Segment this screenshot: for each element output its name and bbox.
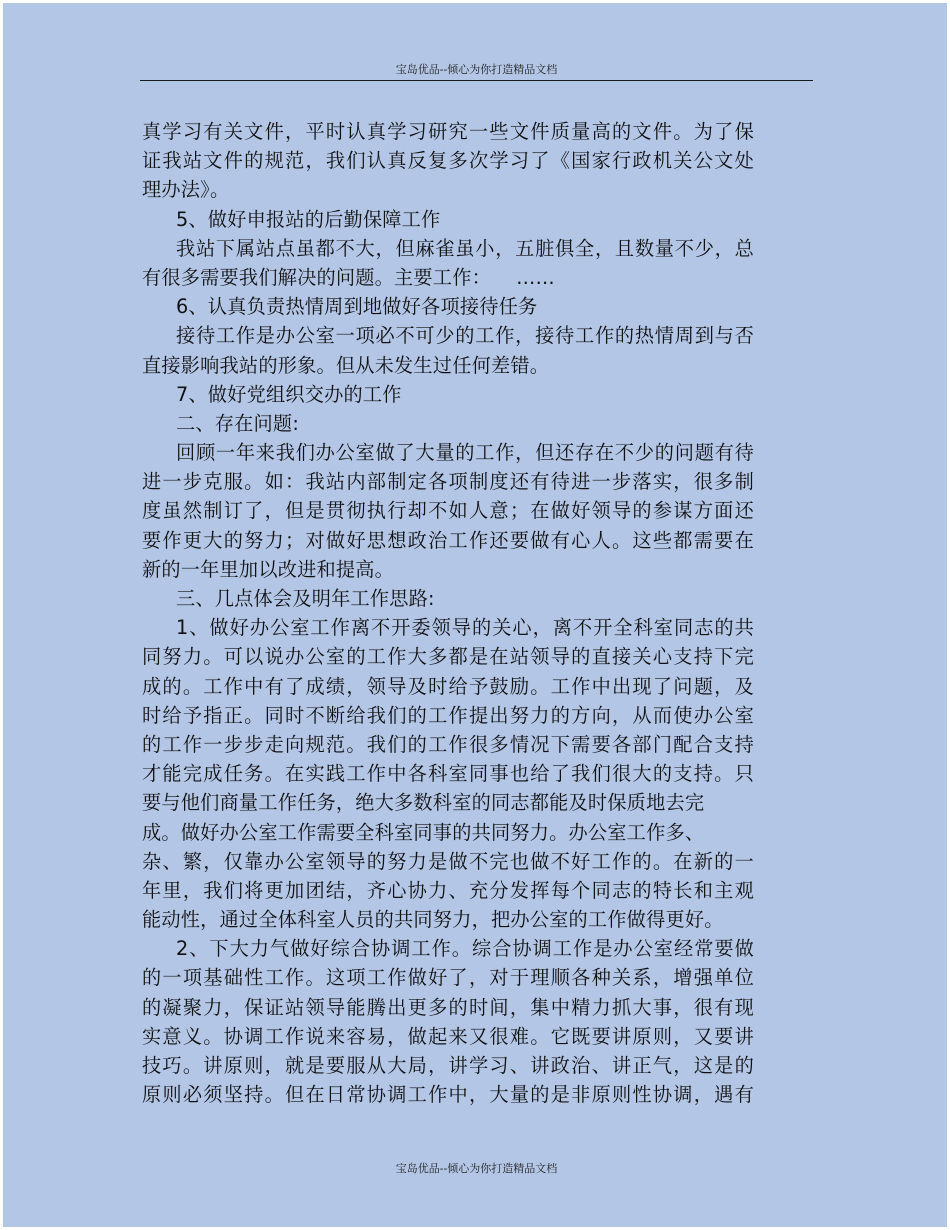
text-line: 的凝聚力，保证站领导能腾出更多的时间，集中精力抓大事，很有现 (142, 995, 754, 1019)
text-line: 1、做好办公室工作离不开委领导的关心，离不开全科室同志的共 (176, 616, 754, 640)
text-line: 成的。工作中有了成绩，领导及时给予鼓励。工作中出现了问题，及 (142, 674, 754, 698)
text-line: 技巧。讲原则，就是要服从大局，讲学习、讲政治、讲正气，这是的 (142, 1054, 754, 1077)
text-line: 要与他们商量工作任务，绝大多数科室的同志都能及时保质地去完 (142, 791, 705, 815)
text-line: 我站下属站点虽都不大，但麻雀虽小，五脏俱全，且数量不少，总 (176, 236, 754, 260)
text-line: 新的一年里加以改进和提高。 (142, 557, 395, 581)
text-line: 接待工作是办公室一项必不可少的工作，接待工作的热情周到与否 (176, 324, 754, 348)
document-body (142, 117, 754, 1109)
text-line: 才能完成任务。在实践工作中各科室同事也给了我们很大的支持。只 (142, 762, 754, 786)
text-line: 理办法》。 (142, 178, 230, 202)
text-line: 回顾一年来我们办公室做了大量的工作，但还存在不少的问题有待 (176, 441, 754, 465)
text-line: 的工作一步步走向规范。我们的工作很多情况下需要各部门配合支持 (142, 732, 754, 756)
page-header: 宝岛优品--倾心为你打造精品文档 (140, 61, 813, 81)
text-line: 杂、繁，仅靠办公室领导的努力是做不完也做不好工作的。在新的一 (142, 849, 754, 873)
text-line: 直接影响我站的形象。但从未发生过任何差错。 (142, 353, 550, 377)
text-line: 进一步克服。如：我站内部制定各项制度还有待进一步落实，很多制 (142, 470, 754, 494)
text-line: 实意义。协调工作说来容易，做起来又很难。它既要讲原则，又要讲 (142, 1024, 754, 1048)
text-line: 证我站文件的规范，我们认真反复多次学习了《国家行政机关公文处 (142, 149, 754, 173)
section-heading: 6、认真负责热情周到地做好各项接待任务 (176, 295, 538, 319)
text-line: 年里，我们将更加团结，齐心协力、充分发挥每个同志的特长和主观 (142, 878, 754, 902)
text-line: 同努力。可以说办公室的工作大多都是在站领导的直接关心支持下完 (142, 645, 754, 669)
text-line: 真学习有关文件，平时认真学习研究一些文件质量高的文件。为了保 (142, 120, 754, 143)
section-heading: 7、做好党组织交办的工作 (176, 382, 402, 406)
text-line: 成。做好办公室工作需要全科室同事的共同努力。办公室工作多、 (142, 820, 705, 844)
text-line: 度虽然制订了，但是贯彻执行却不如人意；在做好领导的参谋方面还 (142, 499, 754, 523)
text-line: 时给予指正。同时不断给我们的工作提出努力的方向，从而使办公室 (142, 703, 754, 727)
text-line: 有很多需要我们解决的问题。主要工作： …… (142, 265, 555, 289)
document-page (3, 3, 947, 1227)
text-line: 的一项基础性工作。这项工作做好了，对于理顺各种关系，增强单位 (142, 966, 754, 990)
text-line: 2、下大力气做好综合协调工作。综合协调工作是办公室经常要做 (176, 937, 754, 961)
text-line: 要作更大的努力；对做好思想政治工作还要做有心人。这些都需要在 (142, 528, 754, 552)
section-heading: 5、做好申报站的后勤保障工作 (176, 207, 441, 231)
section-heading: 三、几点体会及明年工作思路: (176, 587, 435, 610)
text-line: 能动性，通过全体科室人员的共同努力，把办公室的工作做得更好。 (142, 908, 724, 932)
text-line: 原则必须坚持。但在日常协调工作中，大量的是非原则性协调，遇有 (142, 1083, 754, 1107)
page-footer: 宝岛优品--倾心为你打造精品文档 (395, 1162, 558, 1175)
section-heading: 二、存在问题: (176, 411, 299, 435)
